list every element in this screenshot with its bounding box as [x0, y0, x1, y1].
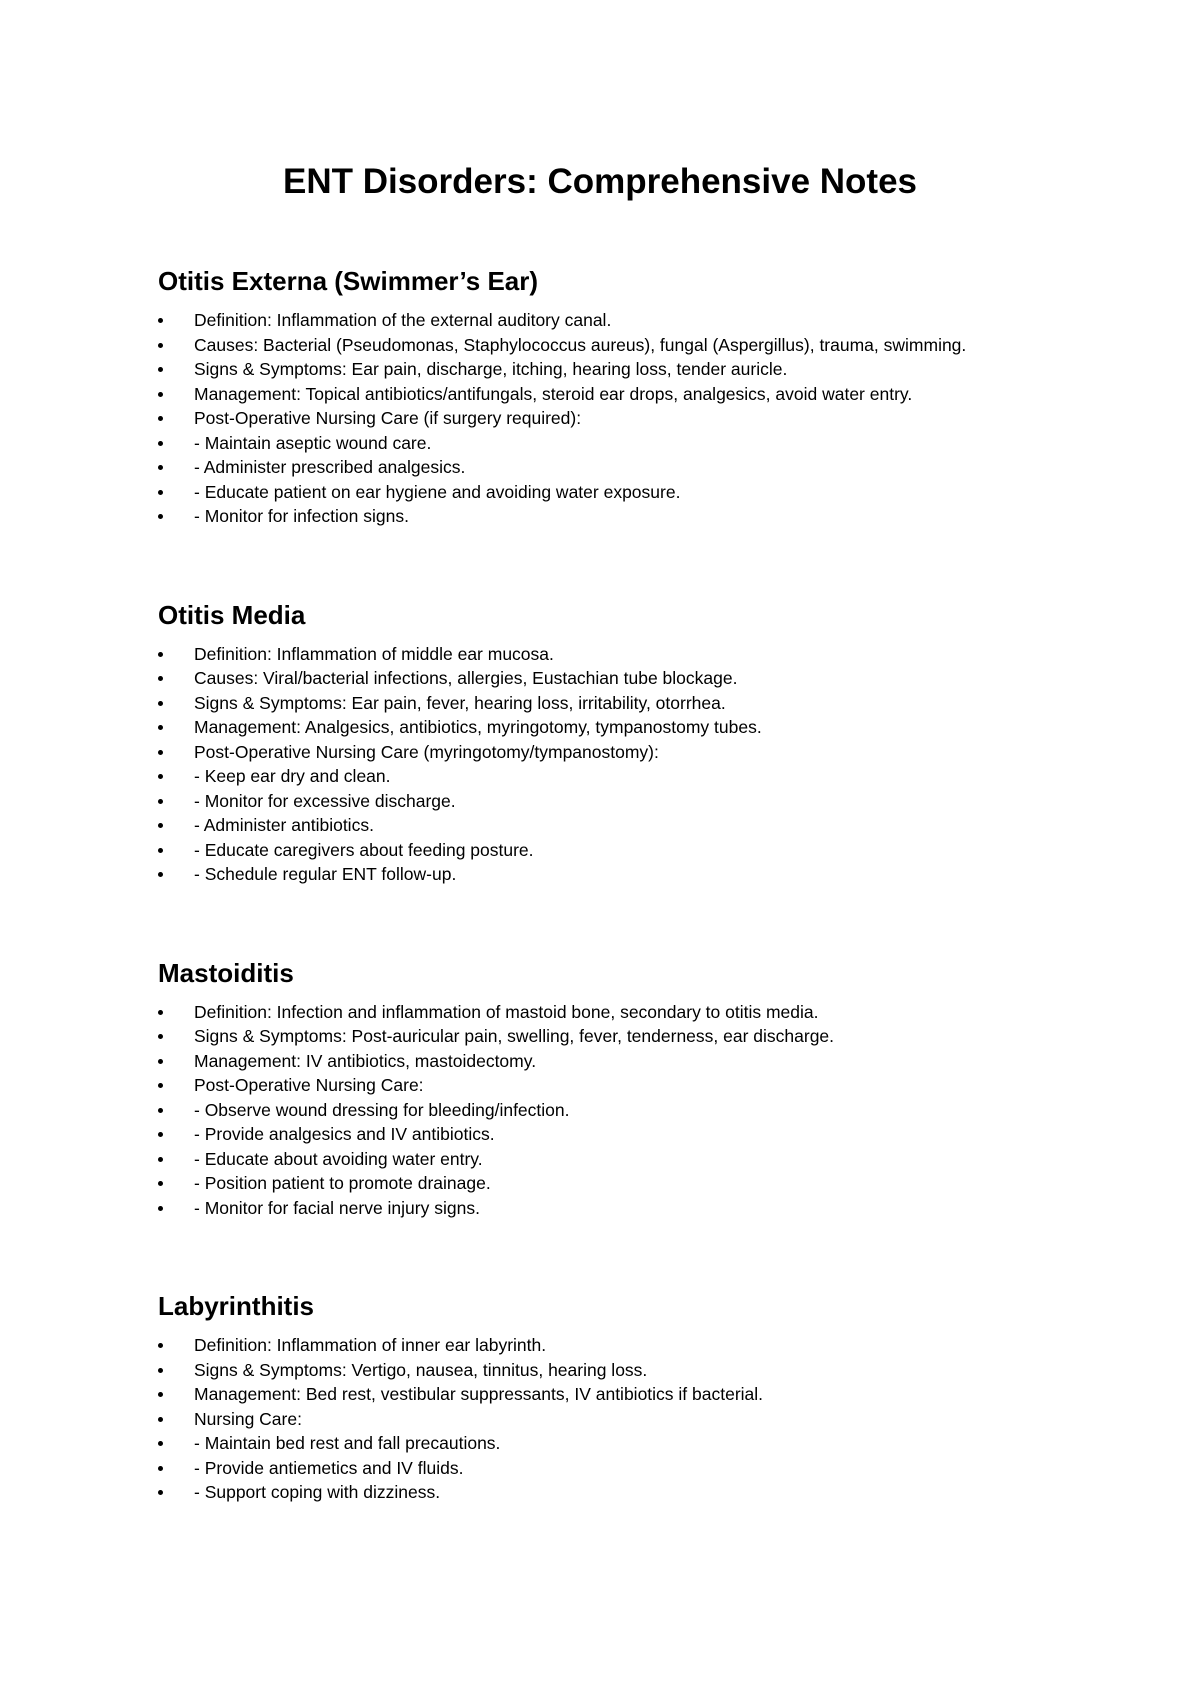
list-item-text: Post-Operative Nursing Care: [194, 1075, 424, 1095]
bullet-icon [158, 465, 163, 470]
bullet-icon [158, 1034, 163, 1039]
list-item-text: Causes: Viral/bacterial infections, allergies, Eustachian tube blockage. [194, 668, 738, 688]
list-item [158, 382, 1058, 407]
document-body [158, 263, 1058, 1505]
list-item-text: - Educate about avoiding water entry. [194, 1148, 483, 1169]
bullet-icon [158, 441, 163, 446]
bullet-icon [158, 1441, 163, 1446]
list-item [158, 1000, 1058, 1025]
bullet-icon [158, 1206, 163, 1211]
list-item-text: Post-Operative Nursing Care (myringotomy/tympanostomy): [194, 741, 659, 762]
list-item-text: Definition: Inflammation of the external auditory canal. [194, 310, 612, 330]
list-item-text: - Observe wound dressing for bleeding/infection. [194, 1099, 570, 1120]
bullet-icon [158, 343, 163, 348]
list-item-text: - Support coping with dizziness. [194, 1482, 441, 1502]
bullet-icon [158, 490, 163, 495]
list-item [158, 789, 1058, 814]
list-item-text: Management: IV antibiotics, mastoidectomy. [194, 1050, 537, 1071]
section-heading: Mastoiditis [158, 957, 294, 988]
list-item-text: - Provide analgesics and IV antibiotics. [194, 1124, 495, 1144]
bullet-icon [158, 1059, 163, 1064]
list-item [158, 642, 1058, 667]
section-otitis-externa-swimmer-s-ear [158, 263, 1058, 529]
list-item [158, 1333, 1058, 1358]
list-item-text: - Position patient to promote drainage. [194, 1173, 491, 1193]
section-heading: Otitis Externa (Swimmer’s Ear) [158, 266, 539, 296]
list-item [158, 406, 1058, 431]
list-item-text: Management: Topical antibiotics/antifungals, steroid ear drops, analgesics, avoid water entry. [194, 383, 913, 404]
list-item [158, 1049, 1058, 1074]
list-item-text: - Educate caregivers about feeding posture. [194, 839, 534, 860]
list-item [158, 838, 1058, 863]
list-item-text: Management: Analgesics, antibiotics, myringotomy, tympanostomy tubes. [194, 717, 762, 737]
list-item-text: Signs & Symptoms: Vertigo, nausea, tinnitus, hearing loss. [194, 1359, 648, 1380]
bullet-icon [158, 1108, 163, 1113]
bullet-icon [158, 318, 163, 323]
list-item-text: Post-Operative Nursing Care (if surgery required): [194, 408, 582, 428]
bullet-icon [158, 514, 163, 519]
list-item-text: Definition: Infection and inflammation of mastoid bone, secondary to otitis media. [194, 1001, 819, 1022]
list-item-text: - Monitor for infection signs. [194, 506, 409, 526]
bullet-icon [158, 701, 163, 706]
list-item [158, 431, 1058, 456]
list-item [158, 764, 1058, 789]
list-item [158, 862, 1058, 887]
list-item [158, 1098, 1058, 1123]
list-item [158, 1480, 1058, 1505]
list-item [158, 1171, 1058, 1196]
list-item-text: - Administer prescribed analgesics. [194, 457, 466, 477]
bullet-list [158, 308, 1058, 529]
bullet-icon [158, 725, 163, 730]
bullet-icon [158, 1466, 163, 1471]
list-item [158, 333, 1058, 358]
list-item [158, 308, 1058, 333]
bullet-icon [158, 392, 163, 397]
bullet-icon [158, 367, 163, 372]
bullet-icon [158, 1417, 163, 1422]
list-item-text: Management: Bed rest, vestibular suppressants, IV antibiotics if bacterial. [194, 1384, 764, 1404]
list-item-text: Causes: Bacterial (Pseudomonas, Staphylococcus aureus), fungal (Aspergillus), trauma, swimming. [194, 334, 967, 355]
bullet-icon [158, 774, 163, 779]
section-mastoiditis [158, 955, 1058, 1221]
list-item-text: Signs & Symptoms: Ear pain, discharge, itching, hearing loss, tender auricle. [194, 359, 788, 379]
list-item [158, 1024, 1058, 1049]
section-labyrinthitis [158, 1288, 1058, 1505]
list-item [158, 691, 1058, 716]
list-item-text: - Administer antibiotics. [194, 815, 374, 835]
section-heading: Labyrinthitis [158, 1291, 315, 1321]
bullet-icon [158, 848, 163, 853]
document-title: ENT Disorders: Comprehensive Notes [282, 162, 918, 201]
list-item-text: Signs & Symptoms: Ear pain, fever, hearing loss, irritability, otorrhea. [194, 692, 726, 713]
list-item-text: Nursing Care: [194, 1408, 302, 1429]
bullet-icon [158, 652, 163, 657]
bullet-icon [158, 750, 163, 755]
bullet-icon [158, 1343, 163, 1348]
list-item [158, 1147, 1058, 1172]
list-item [158, 1196, 1058, 1221]
list-item [158, 455, 1058, 480]
list-item-text: Definition: Inflammation of middle ear mucosa. [194, 643, 554, 664]
bullet-icon [158, 1392, 163, 1397]
list-item-text: - Educate patient on ear hygiene and avoiding water exposure. [194, 481, 681, 502]
bullet-icon [158, 1157, 163, 1162]
bullet-list [158, 1333, 1058, 1505]
list-item-text: - Monitor for facial nerve injury signs. [194, 1197, 480, 1218]
bullet-icon [158, 1181, 163, 1186]
bullet-icon [158, 1010, 163, 1015]
list-item [158, 1122, 1058, 1147]
list-item [158, 1407, 1058, 1432]
bullet-icon [158, 1083, 163, 1088]
bullet-icon [158, 1368, 163, 1373]
list-item-text: Signs & Symptoms: Post-auricular pain, swelling, fever, tenderness, ear discharge. [194, 1026, 835, 1046]
list-item-text: - Schedule regular ENT follow-up. [194, 864, 457, 884]
list-item [158, 1431, 1058, 1456]
list-item [158, 1358, 1058, 1383]
bullet-icon [158, 416, 163, 421]
bullet-list [158, 1000, 1058, 1221]
list-item-text: - Maintain aseptic wound care. [194, 432, 432, 453]
list-item [158, 357, 1058, 382]
list-item-text: - Keep ear dry and clean. [194, 766, 391, 786]
list-item [158, 813, 1058, 838]
bullet-icon [158, 1490, 163, 1495]
list-item [158, 666, 1058, 691]
list-item [158, 740, 1058, 765]
list-item [158, 1456, 1058, 1481]
bullet-icon [158, 823, 163, 828]
list-item [158, 504, 1058, 529]
bullet-list [158, 642, 1058, 887]
bullet-icon [158, 799, 163, 804]
section-otitis-media [158, 597, 1058, 887]
list-item [158, 480, 1058, 505]
list-item [158, 715, 1058, 740]
list-item [158, 1382, 1058, 1407]
list-item [158, 1073, 1058, 1098]
list-item-text: - Maintain bed rest and fall precautions. [194, 1433, 501, 1453]
section-heading: Otitis Media [158, 599, 306, 630]
bullet-icon [158, 872, 163, 877]
list-item-text: - Monitor for excessive discharge. [194, 790, 456, 811]
bullet-icon [158, 1132, 163, 1137]
list-item-text: - Provide antiemetics and IV fluids. [194, 1457, 464, 1478]
bullet-icon [158, 676, 163, 681]
list-item-text: Definition: Inflammation of inner ear labyrinth. [194, 1335, 547, 1355]
